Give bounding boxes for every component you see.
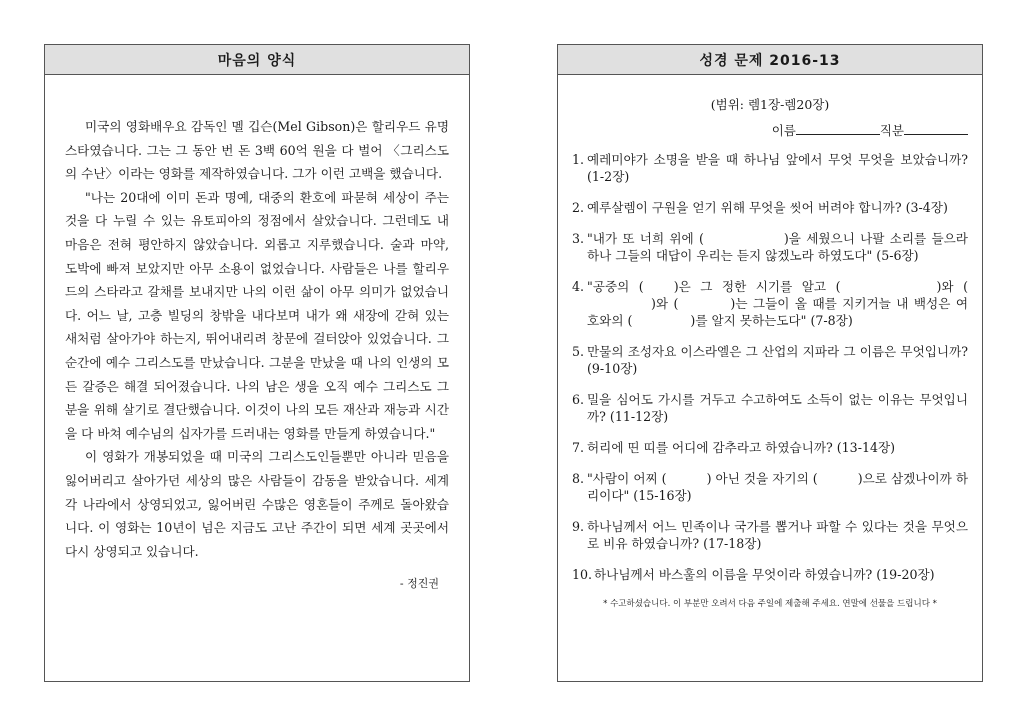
name-line [558, 121, 968, 139]
question-text-b: )을 세웠으니 나팔 소리를 들으라 하나 그들의 대답이 우리는 듣지 않겠노라 하였도다" (5-6장) [587, 231, 968, 263]
position-label: 직분 [879, 123, 904, 138]
essay-paragraph-3: 이 영화가 개봉되었을 때 미국의 그리스도인들뿐만 아니라 믿음을 잃어버리고 살아가던 세상의 많은 사람들이 감동을 받았습니다. 세계 각 나라에서 상영되었고, 잃어버린 수많은 영혼들이 주께로 돌아왔습니다. 이 영화는 10년이 넘은 지금도 고난 주간이 되면 세계 곳곳에서 다시 상영되고 있습니다. [65, 449, 449, 559]
question-5 [572, 343, 968, 377]
question-text: 예레미야가 소명을 받을 때 하나님 앞에서 무엇 무엇을 보았습니까? (1-2장) [587, 152, 968, 184]
question-text-c: )으로 삼겠나이까 하리이다" (15-16장) [587, 471, 968, 503]
essay-author: - 정진권 [399, 577, 439, 591]
question-1 [572, 151, 968, 185]
question-text: 만물의 조성자요 이스라엘은 그 산업의 지파라 그 이름은 무엇입니까? (9-10장) [587, 344, 968, 376]
question-10 [572, 566, 968, 583]
question-4 [572, 278, 968, 329]
essay-paragraph-1: 미국의 영화배우요 감독인 멜 깁슨(Mel Gibson)은 할리우드 유명 스타였습니다. 그는 그 동안 번 돈 3백 60억 원을 다 벌어 〈그리스도의 수난〉이라는 영화를 제작하였습니다. 그가 이런 고백을 했습니다. [65, 119, 449, 182]
quiz-title: 성경 문제 2016-13 [558, 45, 982, 75]
quiz-range: (범위: 렘1장-렘20장) [710, 97, 830, 112]
question-number: 7. [572, 440, 585, 455]
question-number: 2. [572, 200, 585, 215]
question-8 [572, 470, 968, 504]
essay-body [45, 75, 469, 563]
question-7 [572, 439, 968, 456]
question-text: 하나님께서 어느 민족이나 국가를 뽑거나 파할 수 있다는 것을 무엇으로 비유 하였습니까? (17-18장) [587, 519, 968, 551]
name-label: 이름 [771, 123, 796, 138]
question-number: 9. [572, 519, 585, 534]
question-text-e: )는 그들이 올 때를 지키거늘 내 백성은 여호와의 ( [587, 296, 968, 328]
meditation-panel [44, 44, 470, 682]
question-9 [572, 518, 968, 552]
position-blank[interactable] [904, 122, 968, 135]
question-text-b: )은 그 정한 시기를 알고 ( [673, 279, 841, 294]
question-2 [572, 199, 968, 216]
question-text-d: )와 ( [651, 296, 679, 311]
question-6 [572, 391, 968, 425]
question-text-a: "공중의 ( [587, 279, 644, 294]
question-number: 6. [572, 392, 585, 407]
name-blank[interactable] [796, 122, 880, 135]
question-number: 3. [572, 231, 585, 246]
question-number: 5. [572, 344, 585, 359]
question-text-c: )와 ( [936, 279, 968, 294]
meditation-title: 마음의 양식 [45, 45, 469, 75]
question-text-f: )를 알지 못하는도다" (7-8장) [690, 313, 853, 328]
question-number: 1. [572, 152, 585, 167]
question-number: 8. [572, 471, 585, 486]
question-list [558, 151, 982, 583]
question-text-a: "내가 또 너희 위에 ( [587, 231, 704, 246]
question-text: 허리에 띤 띠를 어디에 감추라고 하였습니까? (13-14장) [587, 440, 896, 455]
question-text-b: ) 아닌 것을 자기의 ( [706, 471, 818, 486]
bible-quiz-panel [557, 44, 983, 682]
question-text: 밀을 심어도 가시를 거두고 수고하여도 소득이 없는 이유는 무엇입니까? (11-12장) [587, 392, 968, 424]
question-number: 10. [572, 567, 593, 582]
essay-paragraph-2: "나는 20대에 이미 돈과 명예, 대중의 환호에 파묻혀 세상이 주는 것을 다 누릴 수 있는 유토피아의 정점에서 살았습니다. 그런데도 내 마음은 전혀 평안하지 않았습니다. 외롭고 지루했습니다. 술과 마약, 도박에 빠져 보았지만 아무 소용이 없었습니다. 사람들은 나를 할리우드의 스타라고 갈채를 보내지만 나의 이런 삶이 아무 의미가 없었습니다. 어느 날, 고층 빌딩의 창밖을 내다보며 내가 왜 새장에 갇혀 있는 새처럼 살아가야 하는지, 뛰어내리려 창문에 걸터앉아 있었습니다. 그 순간에 예수 그리스도를 만났습니다. 그분을 만났을 때 나의 인생의 모든 갈증은 해결 되어졌습니다. 나의 남은 생을 오직 예수 그리스도 그분을 위해 살기로 결단했습니다. 이것이 나의 모든 재산과 재능과 시간을 다 바쳐 예수님의 십자가를 드러내는 영화를 만들게 하였습니다." [65, 189, 449, 441]
question-text: 예루살렘이 구원을 얻기 위해 무엇을 씻어 버려야 합니까? (3-4장) [587, 200, 948, 215]
question-number: 4. [572, 279, 585, 294]
question-3 [572, 230, 968, 264]
submission-note: * 수고하셨습니다. 이 부분만 오려서 다음 주일에 제출해 주세요. 연말에 선물을 드립니다 * [603, 599, 937, 609]
question-text: 하나님께서 바스훌의 이름을 무엇이라 하였습니까? (19-20장) [594, 567, 935, 582]
question-text-a: "사람이 어찌 ( [587, 471, 667, 486]
